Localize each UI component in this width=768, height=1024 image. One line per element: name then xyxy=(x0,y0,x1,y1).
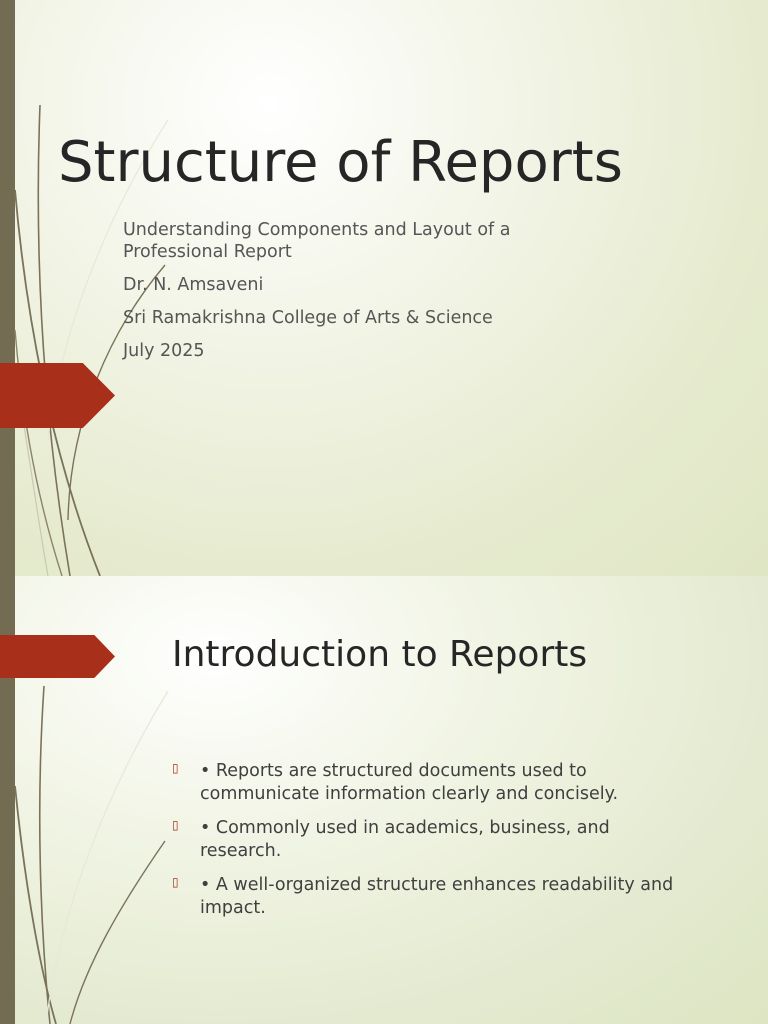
list-item xyxy=(172,874,692,920)
bullet-text: • Reports are structured documents used to communicate information clearly and concisely. xyxy=(200,761,619,804)
institution-line: Sri Ramakrishna College of Arts & Science xyxy=(123,308,493,328)
list-item xyxy=(172,817,692,863)
date-line: July 2025 xyxy=(123,341,205,361)
bullet-icon: ▯ xyxy=(172,818,179,832)
bullet-text: • Commonly used in academics, business, and research. xyxy=(200,818,610,861)
subtitle-line: Understanding Components and Layout of a Professional Report xyxy=(123,220,511,262)
slide-title: Structure of Reports xyxy=(58,130,623,195)
arrow-tag-shape xyxy=(0,635,115,678)
subtitle-block xyxy=(123,219,563,373)
slide-heading: Introduction to Reports xyxy=(172,634,588,675)
bullet-text: • A well-organized structure enhances readability and impact. xyxy=(200,875,674,918)
bullet-icon: ▯ xyxy=(172,761,179,775)
list-item xyxy=(172,760,692,806)
bullet-icon: ▯ xyxy=(172,875,179,889)
author-line: Dr. N. Amsaveni xyxy=(123,275,264,295)
bullet-list xyxy=(172,760,692,931)
